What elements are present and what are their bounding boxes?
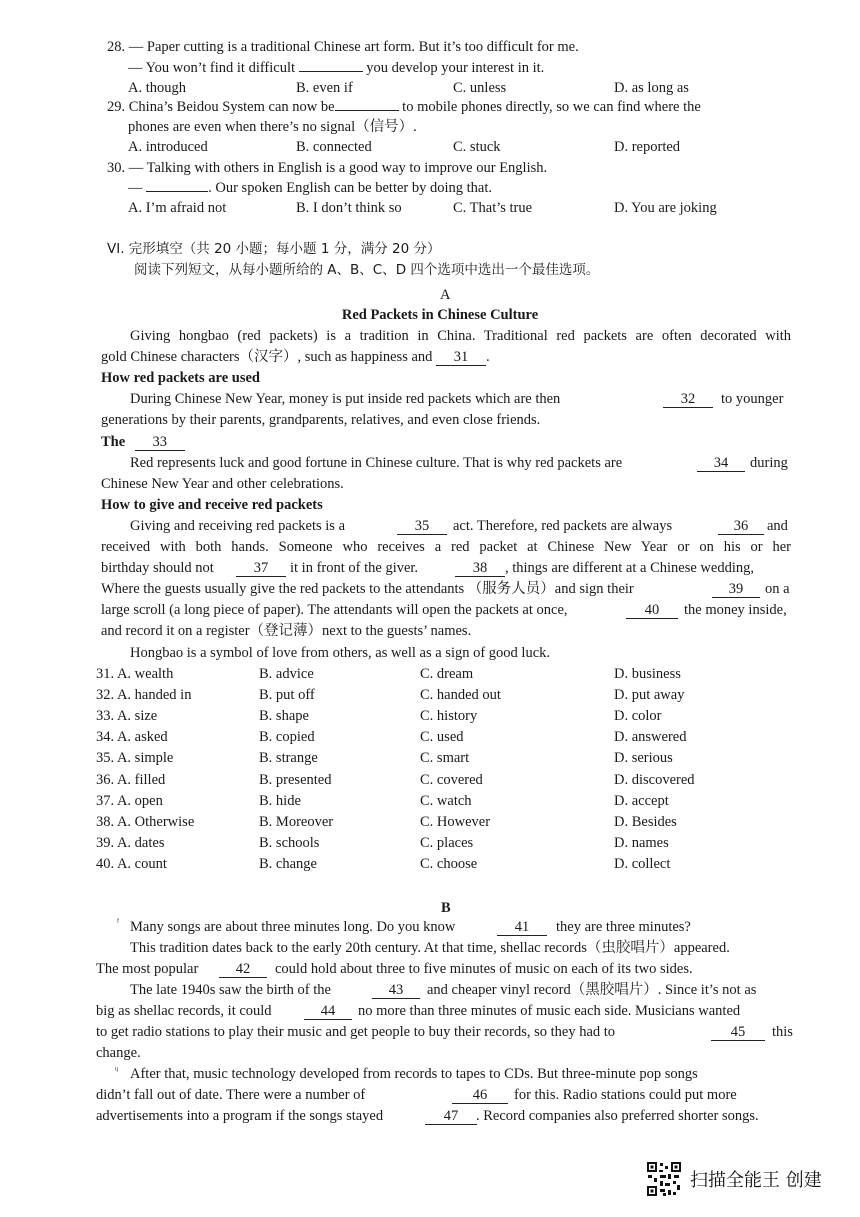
cloze-blank-46-line	[452, 1086, 508, 1104]
answer-option: 39. A. dates	[96, 834, 165, 851]
question-29-line-1: 29. China’s Beidou System can now be to mobile phones directly, so we can find where the	[107, 99, 701, 115]
answer-option: D. put away	[614, 687, 685, 704]
passage-b-text: no more than three minutes of music each side. Musicians wanted	[358, 1003, 741, 1019]
passage-a-title: Red Packets in Chinese Culture	[341, 307, 539, 323]
option-30-d: D. You are joking	[614, 200, 717, 216]
passage-a-text: Giving hongbao (red packets) is a tradition in China. Traditional red packets are often decorated with	[130, 328, 791, 344]
cloze-blank-39: 39	[712, 582, 760, 598]
margin-mark: ᶠ	[117, 917, 120, 928]
answer-option: D. names	[614, 834, 669, 851]
option-28-c: C. unless	[453, 80, 507, 96]
answer-option: B. shape	[259, 708, 309, 725]
passage-a-subheading: The 33	[101, 433, 185, 451]
passage-b-text: The late 1940s saw the birth of the	[130, 982, 331, 998]
passage-b-text: to get radio stations to play their music and get people to buy their records, so they had to	[96, 1024, 616, 1040]
passage-b-text: change.	[96, 1045, 141, 1061]
answer-option: C. However	[420, 813, 491, 830]
passage-a-text: gold Chinese characters（汉字）, such as happiness and 31 .	[101, 349, 490, 365]
cloze-blank-37-line	[236, 559, 286, 577]
cloze-blank-42: 42	[219, 962, 267, 978]
cloze-blank-34: 34	[697, 456, 745, 472]
answer-option: C. smart	[420, 750, 470, 767]
option-28-a: A. though	[128, 80, 186, 96]
cloze-blank-44-line	[304, 1002, 352, 1020]
passage-a-text: large scroll (a long piece of paper). The attendants will open the packets at once,	[101, 602, 568, 618]
cloze-blank-47: 47	[425, 1109, 477, 1125]
answer-option: B. put off	[259, 687, 315, 704]
cloze-blank-45-line	[711, 1023, 765, 1041]
question-28-line-1: 28. — Paper cutting is a traditional Chinese art form. But it’s too difficult for me.	[107, 39, 579, 55]
passage-b-text: big as shellac records, it could	[96, 1003, 272, 1019]
passage-a-text: birthday should not	[101, 560, 214, 576]
answer-option: D. serious	[614, 750, 673, 767]
cloze-blank-45: 45	[711, 1025, 765, 1041]
answer-option: B. hide	[259, 792, 301, 809]
option-30-b: B. I don’t think so	[296, 200, 402, 216]
passage-a-text: During Chinese New Year, money is put inside red packets which are then	[130, 391, 561, 407]
answer-option: B. presented	[259, 771, 332, 788]
cloze-blank-40-line	[626, 601, 678, 619]
cloze-blank-32-line	[663, 390, 713, 408]
passage-letter-a: A	[440, 287, 451, 303]
answer-option: 37. A. open	[96, 792, 163, 809]
cloze-blank-44: 44	[304, 1004, 352, 1020]
answer-option: 38. A. Otherwise	[96, 813, 195, 830]
answer-option: 40. A. count	[96, 855, 167, 872]
option-30-a: A. I’m afraid not	[128, 200, 227, 216]
passage-b-text: and cheaper vinyl record（黑胶唱片）. Since it’s not as	[427, 982, 757, 998]
answer-option: 34. A. asked	[96, 729, 168, 746]
answer-option: C. places	[420, 834, 474, 851]
answer-option: D. answered	[614, 729, 687, 746]
passage-b-text: The most popular	[96, 961, 199, 977]
scanner-watermark	[646, 1161, 836, 1197]
passage-a-text: to younger	[721, 391, 784, 407]
passage-b-text: they are three minutes?	[556, 919, 691, 935]
cloze-blank-39-line	[712, 580, 760, 598]
answer-option: 33. A. size	[96, 708, 158, 725]
answer-option: 36. A. filled	[96, 771, 166, 788]
passage-b-text: could hold about three to five minutes of music on each of its two sides.	[275, 961, 693, 977]
answer-option: D. Besides	[614, 813, 677, 830]
cloze-blank-38: 38	[455, 561, 505, 577]
option-28-b: B. even if	[296, 80, 353, 96]
question-29-line-2: phones are even when there’s no signal（信号）.	[128, 119, 417, 135]
cloze-blank-42-line	[219, 960, 267, 978]
cloze-blank-33: 33	[135, 435, 185, 451]
passage-a-subheading: How red packets are used	[101, 370, 260, 386]
option-30-c: C. That’s true	[453, 200, 533, 216]
qr-code-icon	[646, 1161, 682, 1197]
passage-b-text: . Record companies also preferred shorter songs.	[476, 1108, 759, 1124]
cloze-blank-36-line	[718, 517, 764, 535]
passage-a-text: and record it on a register（登记薄）next to the guests’ names.	[101, 623, 472, 639]
passage-a-text: received with both hands. Someone who receives a red packet at Chinese New Year or on his or her	[101, 539, 791, 555]
answer-option: B. copied	[259, 729, 315, 746]
passage-b-text: This tradition dates back to the early 20th century. At that time, shellac records（虫胶唱片）appeared.	[130, 940, 730, 956]
passage-a-text: , things are different at a Chinese wedding,	[505, 560, 754, 576]
cloze-blank-43: 43	[372, 983, 420, 999]
passage-b-text: didn’t fall out of date. There were a number of	[96, 1087, 366, 1103]
passage-a-text: Hongbao is a symbol of love from others, as well as a sign of good luck.	[130, 645, 551, 661]
passage-a-text: Where the guests usually give the red packets to the attendants （服务人员）and sign their	[101, 581, 634, 597]
answer-blank	[335, 110, 399, 111]
passage-a-text: Giving and receiving red packets is a	[130, 518, 346, 534]
cloze-blank-41: 41	[497, 920, 547, 936]
passage-a-subheading: How to give and receive red packets	[101, 497, 323, 513]
passage-b-text: advertisements into a program if the songs stayed	[96, 1108, 384, 1124]
passage-a-text: it in front of the giver.	[290, 560, 419, 576]
answer-option: D. color	[614, 708, 662, 725]
cloze-blank-37: 37	[236, 561, 286, 577]
question-28-line-2: — You won’t find it difficult you develop your interest in it.	[128, 60, 545, 76]
answer-blank	[299, 71, 363, 72]
answer-option: B. Moreover	[259, 813, 334, 830]
answer-option: B. advice	[259, 666, 314, 682]
answer-option: C. watch	[420, 792, 472, 809]
passage-b-text: After that, music technology developed from records to tapes to CDs. But three-minute pop songs	[130, 1066, 698, 1082]
section-heading: VI. 完形填空（共 20 小题；每小题 1 分，满分 20 分）	[107, 241, 441, 257]
passage-a-text: generations by their parents, grandparents, relatives, and even close friends.	[101, 412, 541, 428]
passage-b-text: for this. Radio stations could put more	[514, 1087, 737, 1103]
cloze-blank-43-line	[372, 981, 420, 999]
watermark-text: 扫描全能王 创建	[690, 1170, 822, 1191]
answer-option: 32. A. handed in	[96, 687, 192, 704]
passage-b-text: Many songs are about three minutes long. Do you know	[130, 919, 456, 935]
answer-option: B. strange	[259, 750, 318, 767]
option-28-d: D. as long as	[614, 80, 689, 96]
answer-option: D. accept	[614, 792, 669, 809]
passage-letter-b: B	[441, 900, 451, 916]
question-30-line-2: — . Our spoken English can be better by doing that.	[128, 180, 493, 196]
answer-option: C. handed out	[420, 687, 501, 704]
cloze-blank-36: 36	[718, 519, 764, 535]
answer-option: C. choose	[420, 855, 478, 872]
answer-option: B. schools	[259, 834, 320, 851]
passage-a-text: and	[767, 518, 788, 534]
cloze-blank-35-line	[397, 517, 447, 535]
cloze-blank-35: 35	[397, 519, 447, 535]
cloze-blank-38-line	[455, 559, 505, 577]
option-29-b: B. connected	[296, 139, 372, 155]
answer-option: B. change	[259, 855, 317, 872]
answer-option: C. dream	[420, 666, 474, 682]
option-29-c: C. stuck	[453, 139, 501, 155]
option-29-d: D. reported	[614, 139, 681, 155]
cloze-blank-40: 40	[626, 603, 678, 619]
passage-a-text: act. Therefore, red packets are always	[453, 518, 673, 534]
passage-a-text: Chinese New Year and other celebrations.	[101, 476, 344, 492]
answer-option: C. used	[420, 729, 464, 746]
passage-a-text: during	[750, 455, 788, 471]
passage-b-text: this	[772, 1024, 793, 1040]
option-29-a: A. introduced	[128, 139, 208, 155]
answer-option: 35. A. simple	[96, 750, 174, 767]
answer-option: C. history	[420, 708, 478, 725]
answer-blank	[146, 191, 208, 192]
question-30-line-1: 30. — Talking with others in English is a good way to improve our English.	[107, 160, 548, 176]
answer-option: D. business	[614, 666, 681, 682]
passage-a-text: Red represents luck and good fortune in Chinese culture. That is why red packets are	[130, 455, 623, 471]
cloze-blank-46: 46	[452, 1088, 508, 1104]
answer-option: C. covered	[420, 771, 483, 788]
cloze-blank-32: 32	[663, 392, 713, 408]
answer-option: D. discovered	[614, 771, 695, 788]
cloze-blank-34-line	[697, 454, 745, 472]
answer-option: D. collect	[614, 855, 671, 872]
margin-mark: ᶣ	[115, 1065, 119, 1076]
answer-option: 31. A. wealth	[96, 666, 174, 682]
cloze-blank-41-line	[497, 918, 547, 936]
cloze-blank-47-line	[425, 1107, 477, 1125]
passage-a-text: the money inside,	[684, 602, 787, 618]
passage-a-text: on a	[765, 581, 790, 597]
section-instruction: 阅读下列短文，从每小题所给的 A、B、C、D 四个选项中选出一个最佳选项。	[134, 262, 600, 278]
cloze-blank-31: 31	[436, 350, 486, 366]
